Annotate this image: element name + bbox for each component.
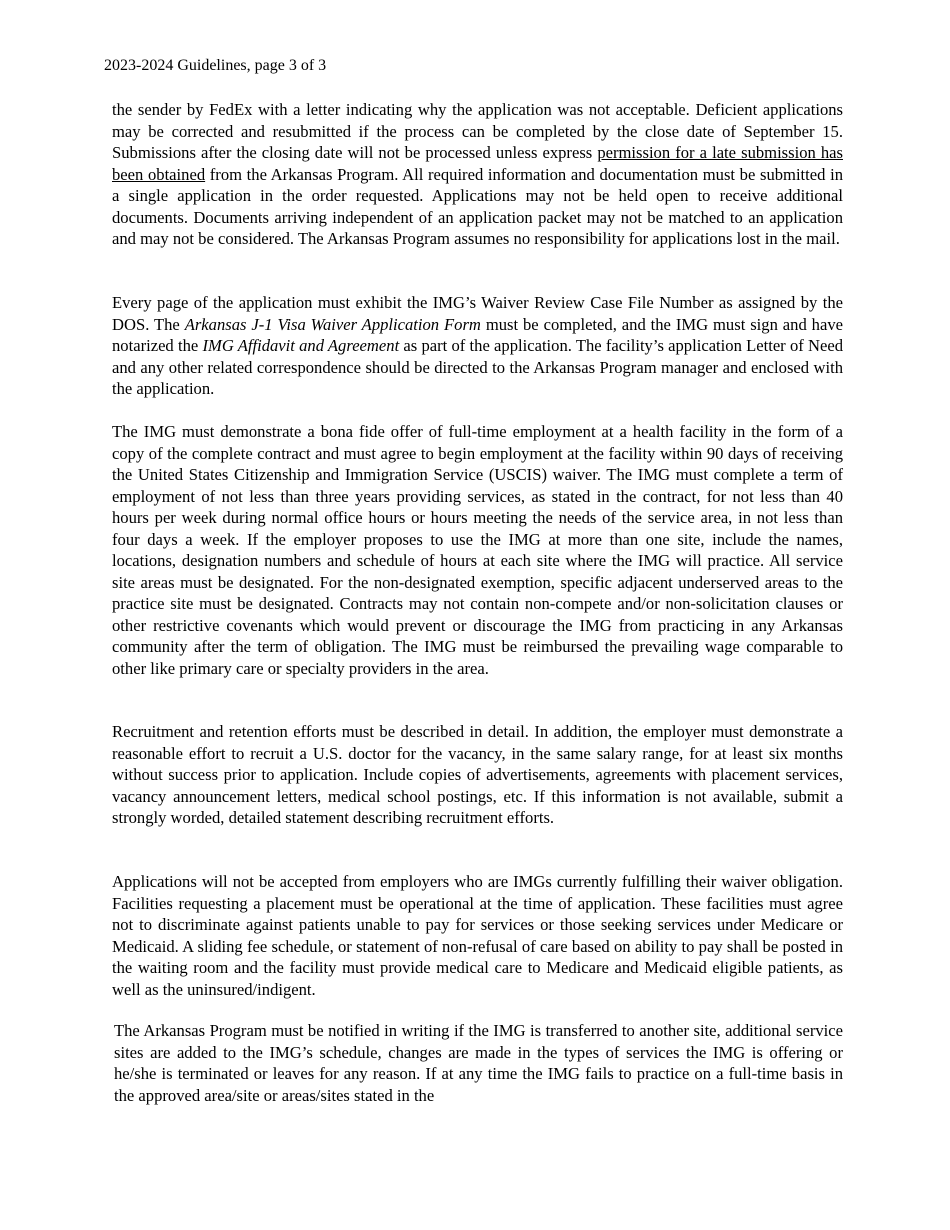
paragraph-submission-rules [112,99,843,250]
paragraph-text: as part of the application. The facility’s application Letter of Need and any other related correspondence should be directed to the Arkansas Program manager and enclosed with the application. [112,336,843,398]
paragraph-recruitment: Recruitment and retention efforts must be described in detail. In addition, the employer must demonstrate a reasonable effort to recruit a U.S. doctor for the vacancy, in the same salary range, for at least six months without success prior to application. Include copies of advertisements, agreements with placement services, vacancy announcement letters, medical school postings, etc. If this information is not available, submit a strongly worded, detailed statement describing recruitment efforts. [112,722,843,827]
paragraph-text: from the Arkansas Program. All required information and documentation must be submitted in a single application in the order requested. Applications may not be held open to receive additional documents. Documents arriving independent of an application packet may not be matched to an application and may not be considered. The Arkansas Program assumes no responsibility for applications lost in the mail. [112,164,843,248]
paragraph-text: Every page of the application must exhibit the IMG’s Waiver Review Case File Number as assigned by the DOS. The [112,293,843,334]
paragraph-notification: The Arkansas Program must be notified in writing if the IMG is transferred to another site, additional service sites are added to the IMG’s schedule, changes are made in the types of services the IMG is offering or he/she is terminated or leaves for any reason. If at any time the IMG fails to practice on a full-time basis in the approved area/site or areas/sites stated in the [114,1021,843,1105]
page-header: 2023-2024 Guidelines, page 3 of 3 [104,57,327,74]
paragraph-employer-eligibility: Applications will not be accepted from employers who are IMGs currently fulfilling their waiver obligation. Facilities requesting a placement must be operational at the time of application. These facilities must agree not to discriminate against patients unable to pay for services or those seeking services under Medicare or Medicaid. A sliding fee schedule, or statement of non-refusal of care based on ability to pay shall be posted in the waiting room and the facility must provide medical care to Medicare and Medicaid eligible patients, as well as the uninsured/indigent. [112,872,843,999]
paragraph-text: the sender by FedEx with a letter indicating why the application was not acceptable. Deficient applications may be corrected and resubmitted if the process can be completed by the close date of September 15. Submissions after the closing date will not be processed unless express [112,100,843,162]
paragraph-employment-offer: The IMG must demonstrate a bona fide offer of full-time employment at a health facility in the form of a copy of the complete contract and must agree to begin employment at the facility within 90 days of receiving the United States Citizenship and Immigration Service (USCIS) waiver. The IMG must complete a term of employment of not less than three years providing services, as stated in the contract, for not less than 40 hours per week during normal office hours or hours meeting the needs of the service area, in not less than four days a week. If the employer proposes to use the IMG at more than one site, include the names, locations, designation numbers and schedule of hours at each site where the IMG will practice. All service site areas must be designated. For the non-designated exemption, specific adjacent underserved areas to the practice site must be designated. Contracts may not contain non-compete and/or non-solicitation clauses or other restrictive covenants which would prevent or discourage the IMG from practicing in any Arkansas community after the term of obligation. The IMG must be reimbursed the prevailing wage comparable to other like primary care or specialty providers in the area. [112,422,843,678]
affidavit-title-italic: IMG Affidavit and Agreement [202,336,400,355]
form-title-italic: Arkansas J-1 Visa Waiver Application Form [184,314,481,334]
paragraph-text: must be completed, and the IMG must sign and have notarized the [112,314,844,355]
underlined-text: permission for a late submission has been obtained [112,143,843,184]
paragraph-case-file-number [112,292,843,400]
